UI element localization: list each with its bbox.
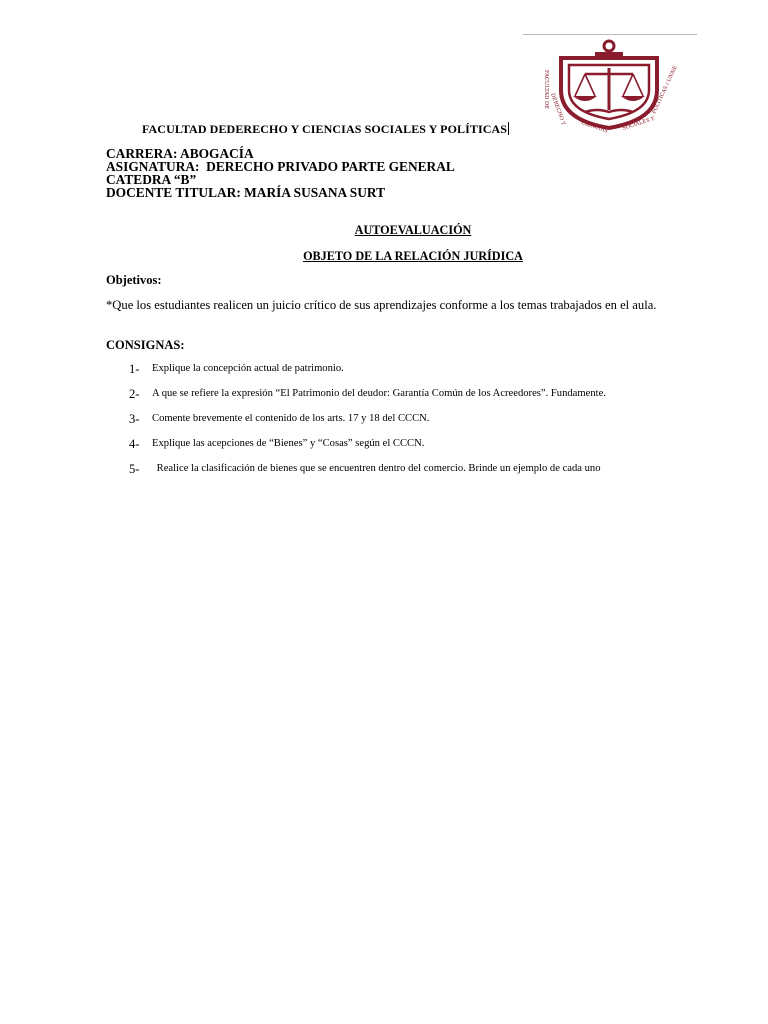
page-subtitle: OBJETO DE LA RELACIÓN JURÍDICA [303,249,523,263]
objetivos-label: Objetivos: [106,273,162,287]
svg-text:POLÍTICAS / UNNE: POLÍTICAS / UNNE [651,64,679,115]
course-info [106,147,455,199]
faculty-logo [523,34,697,134]
item-text: Explique la concepción actual de patrimonio. [152,363,344,374]
faculty-name: FACULTAD DEDERECHO Y CIENCIAS SOCIALES Y POLÍTICAS [142,122,508,136]
item-number: 3- [129,412,140,426]
list-item [129,362,709,387]
catedra-line: CATEDRA “B” [106,172,197,187]
list-item [129,412,709,437]
svg-text:CIENCIAS: CIENCIAS [580,120,609,134]
item-text: Realice la clasificación de bienes que se encuentren dentro del comercio. Brinde un ejemplo de cada uno [154,463,601,474]
svg-text:FACULTAD DE: FACULTAD DE [543,70,549,109]
objetivos-text: *Que los estudiantes realicen un juicio crítico de sus aprendizajes conforme a los temas trabajados en el aula. [106,298,657,312]
consignas-list [129,362,709,487]
list-item [129,462,709,487]
consignas-label: CONSIGNAS: [106,338,185,352]
svg-text:SOCIALES Y: SOCIALES Y [621,115,656,132]
item-text: Comente brevemente el contenido de los arts. 17 y 18 del CCCN. [152,413,430,424]
item-number: 4- [129,437,140,451]
asignatura-line: ASIGNATURA: DERECHO PRIVADO PARTE GENERAL [106,159,455,174]
item-number: 2- [129,387,140,401]
item-number: 5- [129,462,140,476]
docente-line: DOCENTE TITULAR: MARÍA SUSANA SURT [106,185,386,200]
list-item [129,387,709,412]
text-cursor [508,122,509,135]
item-number: 1- [129,362,140,376]
item-text: Explique las acepciones de “Bienes” y “Cosas” según el CCCN. [152,438,425,449]
svg-text:DERECHO Y: DERECHO Y [549,92,567,127]
carrera-line: CARRERA: ABOGACÍA [106,146,254,161]
faculty-header [142,122,509,137]
scales-of-justice-shield-icon [523,34,697,134]
item-text: A que se refiere la expresión “El Patrimonio del deudor: Garantía Común de los Acreedores”. Fundamente. [152,388,606,399]
list-item [129,437,709,462]
page-title: AUTOEVALUACIÓN [354,223,472,237]
